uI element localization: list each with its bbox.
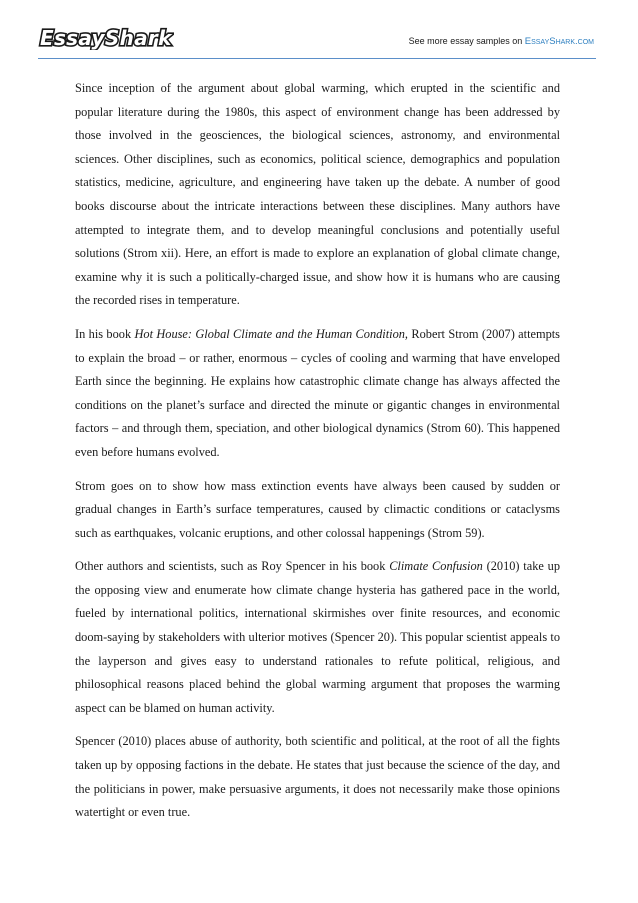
paragraph-4 [75,555,560,720]
essayshark-site-link[interactable]: EssayShark.com [524,36,594,47]
paragraph-4-lead: Other authors and scientists, such as Roy Spencer in his book [75,559,390,574]
essayshark-logo[interactable] [38,24,174,50]
book-title-climate-confusion: Climate Confusion [389,559,483,574]
paragraph-1: Since inception of the argument about global warming, which erupted in the scientific and popular literature during the 1980s, this aspect of environment change has been addressed by those involved in the geosciences, the biological sciences, astronomy, and environmental sciences. Other disciplines, such as economics, political science, demographics and population statistics, medicine, agriculture, and engineering have taken up the debate. A number of good books discourse about the intricate interactions between these disciplines. Many authors have attempted to integrate them, and to develop meaningful conclusions and potentially useful solutions (Strom xii). Here, an effort is made to explore an explanation of global climate change, examine why it is such a politically-charged issue, and show how it is humans who are causing the recorded rises in temperature. [75,81,560,308]
paragraph-2 [75,323,560,465]
paragraph-2-rest: Robert Strom (2007) attempts to explain the broad – or rather, enormous – cycles of cooling and warming that have enveloped Earth since the beginning. He explains how catastrophic climate change has always affected the conditions on the planet’s surface and directed the minute or gigantic changes in environmental factors – and through them, speciation, and other biological dynamics (Strom 60). This happened even before humans evolved. [75,326,560,459]
paragraph-5: Spencer (2010) places abuse of authority, both scientific and political, at the root of all the fights taken up by opposing factions in the debate. He states that just because the science of the day, and the politicians in power, make persuasive arguments, it does not necessarily make those opinions watertight or even true. [75,734,560,820]
header-divider [38,58,596,59]
paragraph-4-rest: (2010) take up the opposing view and enumerate how climate change hysteria has gathered pace in the world, fueled by international politics, international skirmishes over finite resources, and economic doom-saying by stakeholders with ulterior motives (Spencer 20). This popular scientist appeals to the layperson and gives easy to understand rationales to refute political, religious, and philosophical reasons placed behind the global warming argument that proposes the warming aspect can be blamed on human activity. [75,559,560,715]
link-prefix: See more essay samples on [408,36,523,46]
page-header [38,22,596,60]
essay-body [75,77,560,835]
logo-wordmark: EssayShark [40,26,172,50]
book-title-hot-house: Hot House: Global Climate and the Human Condition, [134,326,409,341]
paragraph-2-lead: In his book [75,326,135,341]
essay-samples-link[interactable] [409,36,594,47]
paragraph-3: Strom goes on to show how mass extinction events have always been caused by sudden or gradual changes in Earth’s surface temperatures, caused by climactic conditions or cataclysms such as earthquakes, volcanic eruptions, and other colossal happenings (Strom 59). [75,478,560,540]
